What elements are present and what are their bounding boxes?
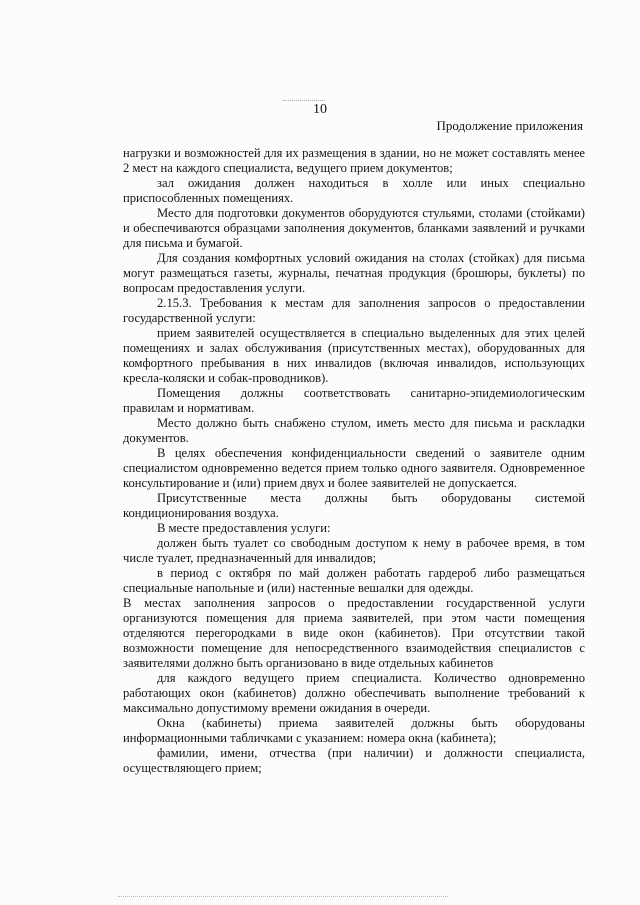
paragraph: Место для подготовки документов оборудуются стульями, столами (стойками) и обеспечиваются образцами заполнения документов, бланками заявлений и ручками для письма и бумагой. xyxy=(123,206,585,250)
paragraph: в период с октября по май должен работать гардероб либо размещаться специальные напольные и (или) настенные вешалки для одежды. xyxy=(123,566,585,595)
paragraph: должен быть туалет со свободным доступом к нему в рабочее время, в том числе туалет, предназначенный для инвалидов; xyxy=(123,536,585,565)
page-header: Продолжение приложения xyxy=(436,118,583,133)
scan-artifact-bottom xyxy=(118,896,448,897)
paragraph: Место должно быть снабжено стулом, иметь место для письма и раскладки документов. xyxy=(123,416,585,445)
paragraph: 2.15.3. Требования к местам для заполнения запросов о предоставлении государственной услуги: xyxy=(123,296,585,325)
paragraph: Для создания комфортных условий ожидания на столах (стойках) для письма могут размещаться газеты, журналы, печатная продукция (брошюры, буклеты) по вопросам предоставления услуги. xyxy=(123,251,585,295)
paragraph: В месте предоставления услуги: xyxy=(157,521,331,535)
paragraph: зал ожидания должен находиться в холле или иных специально приспособленных помещениях. xyxy=(123,176,585,205)
paragraph: Присутственные места должны быть оборудованы системой кондиционирования воздуха. xyxy=(123,491,585,520)
paragraph: нагрузки и возможностей для их размещения в здании, но не может составлять менее 2 мест на каждого специалиста, ведущего прием документов; xyxy=(123,146,585,175)
paragraph: для каждого ведущего прием специалиста. Количество одновременно работающих окон (кабинетов) должно обеспечивать выполнение требований к максимально допустимому времени ожидания в очереди. xyxy=(123,671,585,715)
document-body xyxy=(123,146,585,776)
paragraph: прием заявителей осуществляется в специально выделенных для этих целей помещениях и залах обслуживания (присутственных местах), оборудованных для комфортного пребывания в них инвалидов (включая инвалидов, использующих кресла-коляски и собак-проводников). xyxy=(123,326,585,385)
paragraph: В целях обеспечения конфиденциальности сведений о заявителе одним специалистом одновременно ведется прием только одного заявителя. Одновременное консультирование и (или) прием двух и более заявителей не допускается. xyxy=(123,446,585,490)
paragraph: В местах заполнения запросов о предоставлении государственной услуги организуются помещения для приема заявителей, при этом части помещения отделяются перегородками в виде окон (кабинетов). При отсутствии такой возможности помещение для непосредственного взаимодействия специалистов с заявителями должно быть организовано в виде отдельных кабинетов xyxy=(123,596,585,670)
paragraph: Окна (кабинеты) приема заявителей должны быть оборудованы информационными табличками с указанием: номера окна (кабинета); xyxy=(123,716,585,745)
paragraph: Помещения должны соответствовать санитарно-эпидемиологическим правилам и нормативам. xyxy=(123,386,585,415)
page-number: 10 xyxy=(313,102,327,117)
paragraph: фамилии, имени, отчества (при наличии) и должности специалиста, осуществляющего прием; xyxy=(123,746,585,775)
